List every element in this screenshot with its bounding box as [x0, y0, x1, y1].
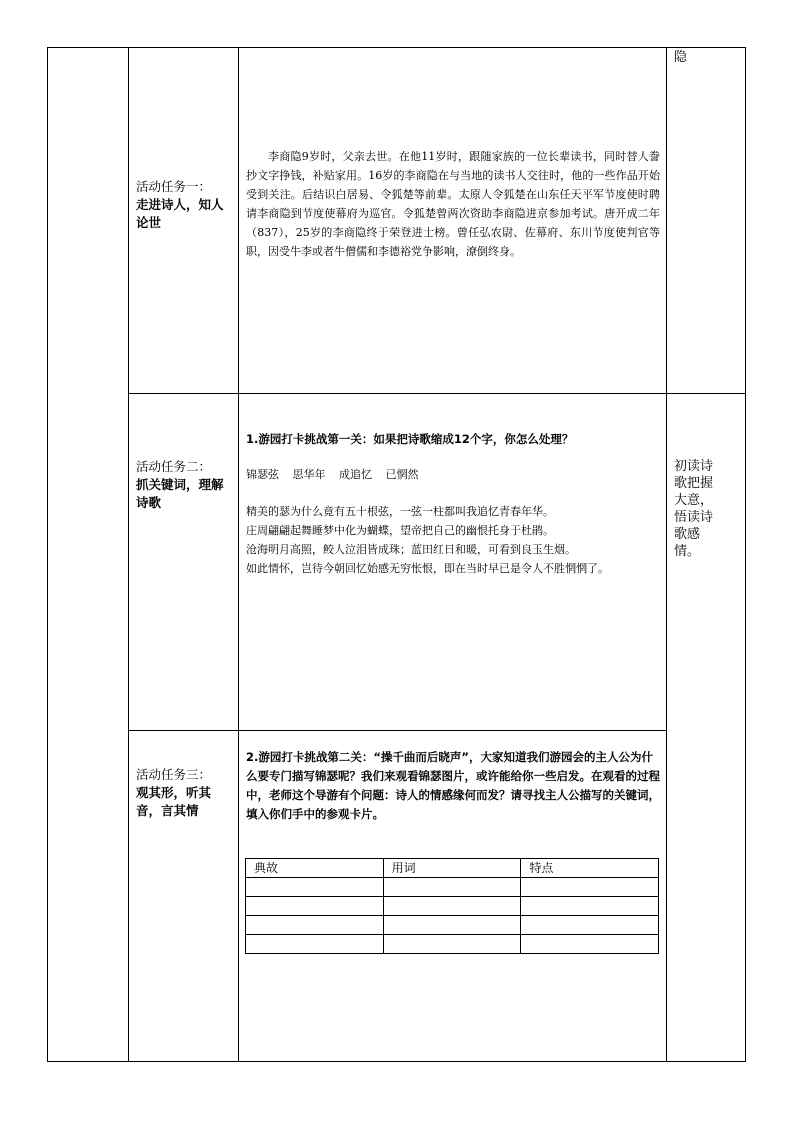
note-continued [674, 49, 724, 66]
border-col3 [666, 47, 667, 1061]
border-col2 [238, 47, 239, 1061]
table-cell-input[interactable] [246, 897, 384, 916]
border-left [47, 47, 48, 1061]
task1-paragraph: 李商隐9岁时，父亲去世。在他11岁时，跟随家族的一位长辈读书，同时替人誊抄文字挣钱，补贴家用。16岁的李商隐在与当地的读书人交往时，他的一些作品开始受到关注。后结识白居易、令狐楚等前辈。太原人令狐楚在山东任天平军节度使时聘请李商隐到节度使幕府为巡官。令狐楚曾两次资助李商隐进京参加考试。唐开成二年（837），25岁的李商隐终于荣登进士榜。曾任弘农尉、佐幕府、东川节度使判官等职，因受牛李或者牛僧儒和李德裕党争影响，潦倒终身。 [246, 150, 660, 258]
translation-line: 庄周翩翩起舞睡梦中化为蝴蝶，望帝把自己的幽恨托身于杜鹃。 [246, 524, 554, 537]
border-right [745, 47, 746, 1061]
table-cell-input[interactable] [521, 878, 659, 897]
keyword: 已惘然 [385, 468, 419, 481]
task2-label [136, 458, 234, 512]
keyword: 成追忆 [339, 468, 372, 481]
task3-subtitle: 观其形，听其音，言其情 [136, 785, 212, 818]
task1-subtitle: 走进诗人，知人论世 [136, 197, 224, 230]
table-cell-input[interactable] [521, 897, 659, 916]
translation-line: 如此情怀，岂待今朝回忆始感无穷怅恨，即在当时早已是令人不胜惘惘了。 [246, 562, 609, 575]
task3-title: 活动任务三： [136, 767, 212, 782]
task2-subtitle: 抓关键词，理解诗歌 [136, 477, 224, 510]
note-continued-text: 隐 [674, 50, 688, 65]
table-cell-input[interactable] [383, 916, 521, 935]
border-row1 [128, 393, 746, 394]
table-cell-input[interactable] [246, 916, 384, 935]
task2-keywords [246, 465, 660, 484]
table-cell-input[interactable] [246, 935, 384, 954]
table-cell-input[interactable] [383, 935, 521, 954]
col-wording: 用词 [383, 859, 521, 878]
translation-line: 沧海明月高照，鲛人泣泪皆成珠；蓝田红日和暖，可看到良玉生烟。 [246, 543, 576, 556]
task1-title: 活动任务一： [136, 179, 212, 194]
col-allusion: 典故 [246, 859, 384, 878]
keyword: 思华年 [292, 468, 326, 481]
table-row [246, 935, 659, 954]
border-bottom [47, 1061, 746, 1062]
task3-question: 2.游园打卡挑战第二关：“操千曲而后晓声”，大家知道我们游园会的主人公为什么要专门描写锦瑟呢？我们来观看锦瑟图片，或许能给你一些启发。在观看的过程中，老师这个导游有个问题：诗人的情感缘何而发？请寻找主人公描写的关键词，填入你们手中的参观卡片。 [246, 750, 660, 821]
table-cell-input[interactable] [521, 935, 659, 954]
col-feature: 特点 [521, 859, 659, 878]
task2-title: 活动任务二： [136, 459, 212, 474]
table-row [246, 878, 659, 897]
border-top [47, 47, 746, 48]
table-cell-input[interactable] [246, 878, 384, 897]
keyword: 锦瑟弦 [246, 468, 279, 481]
translation-line: 精美的瑟为什么竟有五十根弦，一弦一柱都叫我追忆青春年华。 [246, 505, 554, 518]
task1-content [246, 147, 660, 261]
table-cell-input[interactable] [383, 897, 521, 916]
table-row [246, 916, 659, 935]
task2-translation [246, 502, 660, 578]
table-cell-input[interactable] [521, 916, 659, 935]
task2-note: 初读诗歌把握大意，悟读诗歌感情。 [674, 459, 714, 559]
visit-card-table [245, 858, 659, 954]
border-row2 [128, 730, 667, 731]
task1-label [136, 178, 234, 232]
table-header-row [246, 859, 659, 878]
task3-label [136, 766, 234, 820]
table-cell-input[interactable] [383, 878, 521, 897]
table-row [246, 897, 659, 916]
task2-question: 1.游园打卡挑战第一关：如果把诗歌缩成12个字，你怎么处理？ [246, 432, 574, 446]
border-col1 [128, 47, 129, 1061]
